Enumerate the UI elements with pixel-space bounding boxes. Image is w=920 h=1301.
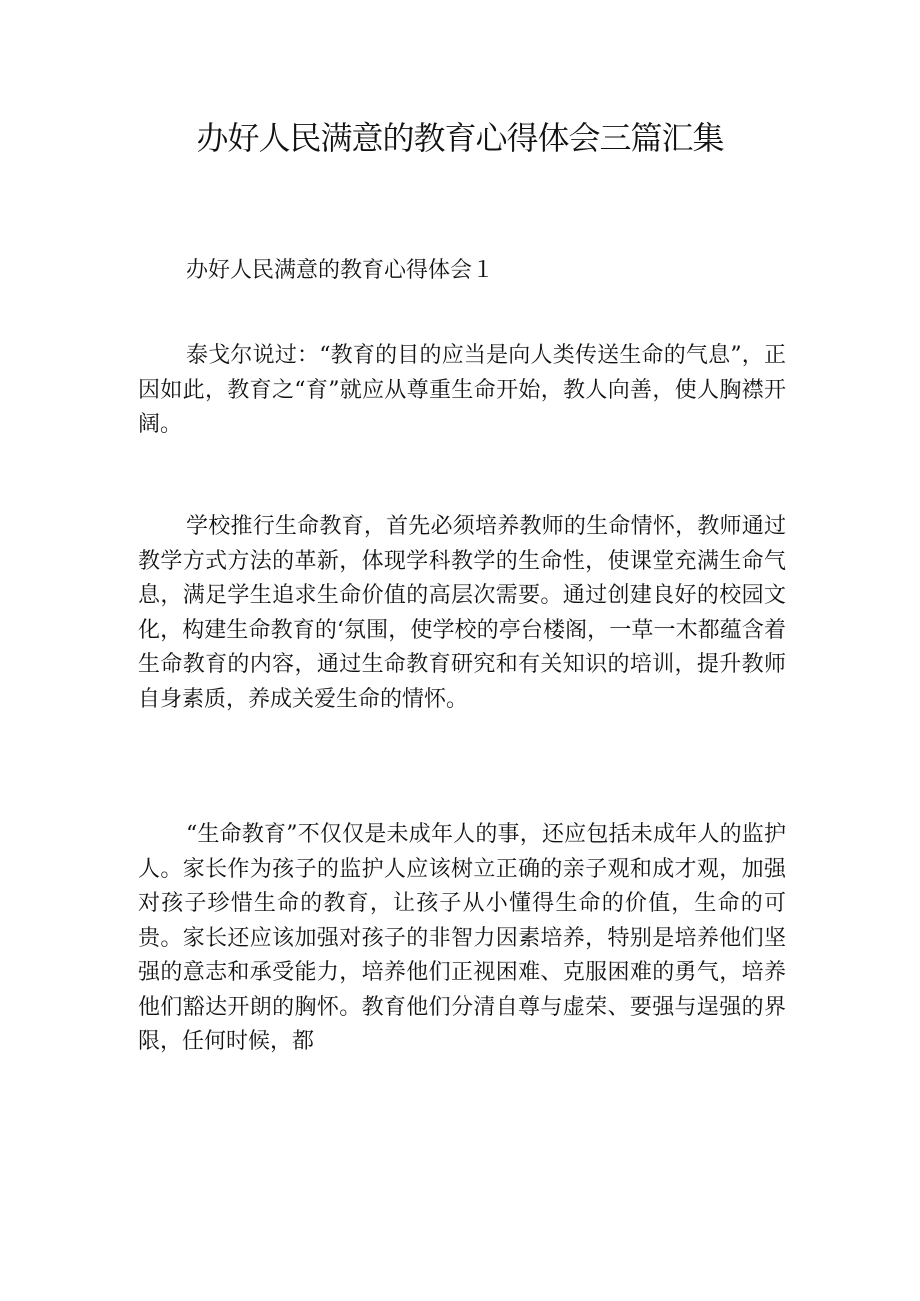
paragraph-1: 泰戈尔说过：“教育的目的应当是向人类传送生命的气息”，正因如此，教育之“育”就应从尊重生命开始，教人向善，使人胸襟开阔。 <box>138 343 786 437</box>
section-heading: 办好人民满意的教育心得体会１ <box>186 258 495 283</box>
paragraph-3: “生命教育”不仅仅是未成年人的事，还应包括未成年人的监护人。家长作为孩子的监护人应该树立正确的亲子观和成才观，加强对孩子珍惜生命的教育，让孩子从小懂得生命的价值，生命的可贵。家长还应该加强对孩子的非智力因素培养，特别是培养他们坚强的意志和承受能力，培养他们正视困难、克服困难的勇气，培养他们豁达开朗的胸怀。教育他们分清自尊与虚荣、要强与逞强的界限，任何时候，都 <box>138 822 786 1054</box>
document-title: 办好人民满意的教育心得体会三篇汇集 <box>196 119 724 157</box>
paragraph-2: 学校推行生命教育，首先必须培养教师的生命情怀，教师通过教学方式方法的革新，体现学科教学的生命性，使课堂充满生命气息，满足学生追求生命价值的高层次需要。通过创建良好的校园文化，构建生命教育的‘氛围，使学校的亭台楼阁，一草一木都蕴含着生命教育的内容，通过生命教育研究和有关知识的培训，提升教师自身素质，养成关爱生命的情怀。 <box>138 514 786 712</box>
